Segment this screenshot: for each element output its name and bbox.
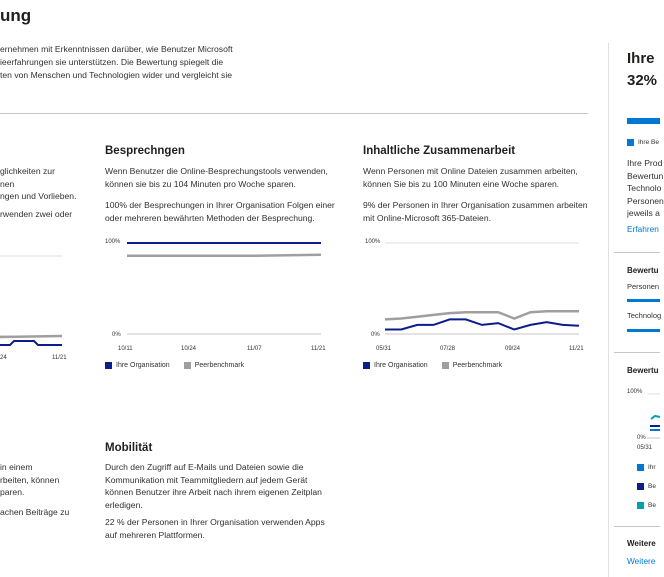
- mobility-stat: [105, 516, 325, 541]
- meetings-stat-line: 100% der Besprechungen in Ihrer Organisation Folgen einer: [105, 200, 335, 210]
- left-bottom-line: paren.: [0, 487, 25, 497]
- score-desc-line: Technolo: [627, 183, 662, 193]
- content-x-tick: 07/28: [440, 346, 456, 352]
- content-legend: [363, 362, 502, 369]
- history-y-top: 100%: [627, 389, 643, 395]
- meetings-x-tick: 10/24: [181, 346, 197, 352]
- intro-line: ieerfahrungen sie unterstützen. Die Bewertung spiegelt die: [0, 57, 224, 67]
- content-stat-line: mit Online-Microsoft 365-Dateien.: [363, 212, 491, 223]
- meetings-desc: [105, 165, 328, 190]
- panel-separator: [608, 43, 609, 577]
- legend-swatch: [637, 483, 644, 490]
- mobility-desc-line: können Benutzer ihre Arbeit nach ihrem eigenen Zeitplan: [105, 487, 322, 497]
- content-x-tick: 09/24: [505, 346, 521, 352]
- meetings-stat-line: oder mehreren bewährten Methoden der Besprechung.: [105, 212, 315, 223]
- legend-swatch-org: [363, 362, 370, 369]
- mobility-desc-line: erledigen.: [105, 499, 143, 510]
- meetings-stat: [105, 199, 335, 224]
- score-bar: [627, 118, 660, 124]
- content-stat: [363, 199, 588, 224]
- score-desc-line: Ihre Prod: [627, 158, 663, 168]
- intro-line: ernehmen mit Erkenntnissen darüber, wie Benutzer Microsoft: [0, 44, 233, 54]
- history-legend-item: [637, 502, 656, 509]
- score-value: 32%: [627, 72, 658, 89]
- legend-label-org: Ihre Organisation: [116, 362, 170, 369]
- history-legend-item: [637, 464, 656, 471]
- x-tick: 24: [0, 355, 7, 361]
- legend-label-peer: Peerbenchmark: [194, 362, 245, 369]
- left-line: nen: [0, 178, 15, 189]
- content-x-tick: 11/21: [569, 346, 584, 352]
- meetings-y-bottom: 0%: [112, 332, 121, 338]
- legend-label-score: Ihre Be: [638, 139, 659, 146]
- score-panel-title: Ihre: [627, 50, 655, 67]
- legend-label-peer: Peerbenchmark: [452, 362, 503, 369]
- mobility-desc-line: Durch den Zugriff auf E-Mails und Dateien sowie die: [105, 462, 304, 472]
- series-line-org: [385, 319, 579, 329]
- intro-line: ten von Menschen und Technologien wider und vergleicht sie: [0, 70, 233, 80]
- series-line-peer: [127, 255, 321, 256]
- history-chart: [647, 388, 660, 440]
- history-heading: Bewertu: [627, 366, 659, 375]
- header-divider: [0, 113, 588, 114]
- legend-swatch-peer: [442, 362, 449, 369]
- left-bottom-line: achen Beiträge zu: [0, 507, 70, 517]
- legend-swatch-org: [105, 362, 112, 369]
- mobility-desc: [105, 461, 322, 511]
- left-bottom-stat: [0, 506, 69, 519]
- left-line: rwenden zwei oder: [0, 209, 73, 219]
- score-desc-line: jeweils a: [627, 208, 660, 218]
- content-desc: [363, 165, 578, 190]
- people-bar: [627, 299, 660, 302]
- mobility-desc-line: Kommunikation mit Teammitgliedern auf jedem Gerät: [105, 474, 308, 485]
- org-line: [0, 341, 62, 345]
- legend-label: Be: [648, 483, 656, 490]
- more-heading: Weitere: [627, 539, 656, 548]
- panel-divider: [614, 252, 660, 253]
- left-bottom-text: [0, 461, 59, 499]
- legend-swatch-peer: [184, 362, 191, 369]
- mobility-stat-line: auf mehreren Plattformen.: [105, 529, 205, 540]
- meetings-x-tick: 11/21: [311, 346, 326, 352]
- series-line-peer: [385, 311, 579, 319]
- meetings-desc-line: Wenn Benutzer die Online-Besprechungstools verwenden,: [105, 166, 328, 176]
- left-line: ngen und Vorlieben.: [0, 191, 77, 201]
- content-x-tick: 05/31: [376, 346, 392, 352]
- legend-label: Ihr: [648, 464, 656, 471]
- left-card-stat: [0, 208, 72, 221]
- history-legend-item: [637, 483, 656, 490]
- legend-label: Be: [648, 502, 656, 509]
- history-y-bottom: 0%: [637, 435, 646, 441]
- breakdown-heading: Bewertu: [627, 266, 659, 275]
- content-chart: [385, 238, 579, 340]
- legend-swatch-score: [627, 139, 634, 146]
- meetings-x-tick: 10/11: [118, 346, 133, 352]
- score-legend: [627, 139, 659, 146]
- mobility-stat-line: 22 % der Personen in Ihrer Organisation verwenden Apps: [105, 517, 325, 527]
- meetings-desc-line: können sie bis zu 104 Minuten pro Woche sparen.: [105, 178, 296, 189]
- content-desc-line: können Sie bis zu 100 Minuten eine Woche sparen.: [363, 178, 560, 189]
- content-y-top: 100%: [365, 239, 381, 245]
- legend-label-org: Ihre Organisation: [374, 362, 428, 369]
- mobility-title: Mobilität: [105, 442, 153, 454]
- left-bottom-line: rbeiten, können: [0, 474, 60, 485]
- page-title: ung: [0, 6, 32, 25]
- score-desc-line: Personen: [627, 195, 664, 206]
- legend-swatch: [637, 502, 644, 509]
- history-x-tick: 05/31: [637, 445, 653, 451]
- score-desc: [627, 157, 664, 220]
- tech-bar: [627, 329, 660, 332]
- content-title: Inhaltliche Zusammenarbeit: [363, 145, 516, 157]
- meetings-y-top: 100%: [105, 239, 121, 245]
- learn-more-link[interactable]: Erfahren: [627, 224, 659, 234]
- left-bottom-line: in einem: [0, 462, 33, 472]
- score-desc-line: Bewertun: [627, 170, 664, 181]
- more-link[interactable]: Weitere: [627, 556, 656, 566]
- left-card-chart: [0, 250, 62, 350]
- left-line: glichkeiten zur: [0, 166, 55, 176]
- meetings-title: Besprechngen: [105, 145, 185, 157]
- panel-divider: [614, 526, 660, 527]
- content-y-bottom: 0%: [371, 332, 380, 338]
- content-stat-line: 9% der Personen in Ihrer Organisation zusammen arbeiten: [363, 200, 588, 210]
- panel-divider: [614, 352, 660, 353]
- meetings-x-tick: 11/07: [247, 346, 262, 352]
- legend-swatch: [637, 464, 644, 471]
- intro-text: [0, 43, 240, 82]
- peer-line: [0, 336, 62, 337]
- people-row-label: Personen: [627, 282, 660, 291]
- content-desc-line: Wenn Personen mit Online Dateien zusammen arbeiten,: [363, 166, 578, 176]
- meetings-chart: [127, 238, 321, 340]
- tech-row-label: Technolog: [627, 311, 662, 320]
- left-card-text: [0, 165, 76, 203]
- teal-line: [651, 416, 660, 419]
- meetings-legend: [105, 362, 244, 369]
- x-tick: 11/21: [52, 355, 67, 361]
